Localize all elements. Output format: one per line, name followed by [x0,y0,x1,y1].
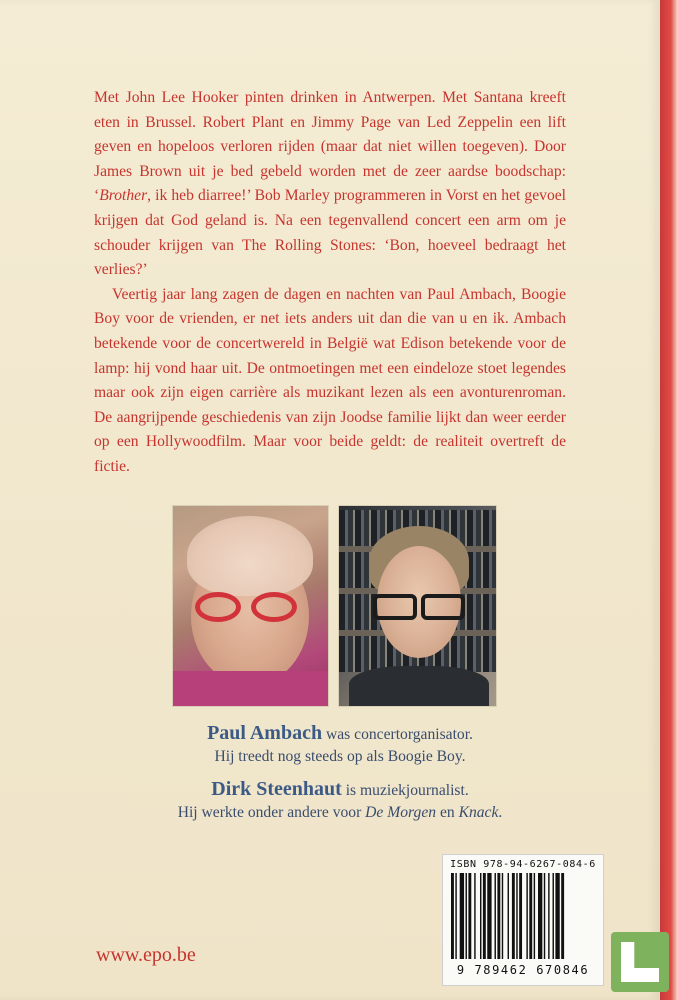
blurb-text [94,86,566,480]
author-photo-ambach [172,505,329,707]
blurb-paragraph-2: Veertig jaar lang zagen de dagen en nachten van Paul Ambach, Boogie Boy voor de vrienden, er net iets anders uit dan die van u en ik. Ambach betekende voor de concertwereld in België wat Edison betekende voor de lamp: hij vond haar uit. De ontmoetingen met een eindeloze stoet legendes maar ook zijn eigen carrière als muzikant lezen als een avonturenroman. De aangrijpende geschiedenis van zijn Joodse familie lijkt dan weer eerder op een Hollywoodfilm. Maar voor beide geldt: de realiteit overtreft de fictie. [94,285,566,475]
isbn-barcode [442,854,604,986]
author-bio-steenhaut: Dirk Steenhaut is muziekjournalist. Hij werkte onder andere voor De Morgen en Knack. [177,778,503,821]
blurb-paragraph-1: Met John Lee Hooker pinten drinken in Antwerpen. Met Santana kreeft eten in Brussel. Robert Plant en Jimmy Page van Led Zeppelin een lift geven en hopeloos verloren rijden (maar dat niet willen toegeven). Door James Brown uit je bed gebeld worden met de zeer aardse boodschap: ‘Brother, ik heb diarree!’ Bob Marley programmeren in Vorst en het gevoel krijgen dat God geland is. Na een tegenvallend concert een arm om je schouder krijgen van The Rolling Stones: ‘Bon, hoeveel bedraagt het verlies?’ [94,89,566,279]
barcode-digits: 9 789462 670846 [456,963,590,977]
author-name-ambach: Paul Ambach [207,722,323,744]
red-edge-strip [660,0,678,1000]
red-glasses [189,592,309,622]
author-bio-ambach: Paul Ambach was concertorganisator. Hij treedt nog steeds op als Boogie Boy. [207,722,473,765]
publisher-url[interactable]: www.epo.be [96,944,196,966]
black-glasses [369,594,469,620]
author-name-steenhaut: Dirk Steenhaut [211,778,342,800]
barcode-bars [451,873,595,959]
isbn-label: ISBN 978-94-6267-084-6 [450,859,596,870]
watermark-badge-icon [611,932,669,992]
blurb-emphasis: Brother [99,187,148,205]
author-photo-steenhaut [338,505,497,707]
